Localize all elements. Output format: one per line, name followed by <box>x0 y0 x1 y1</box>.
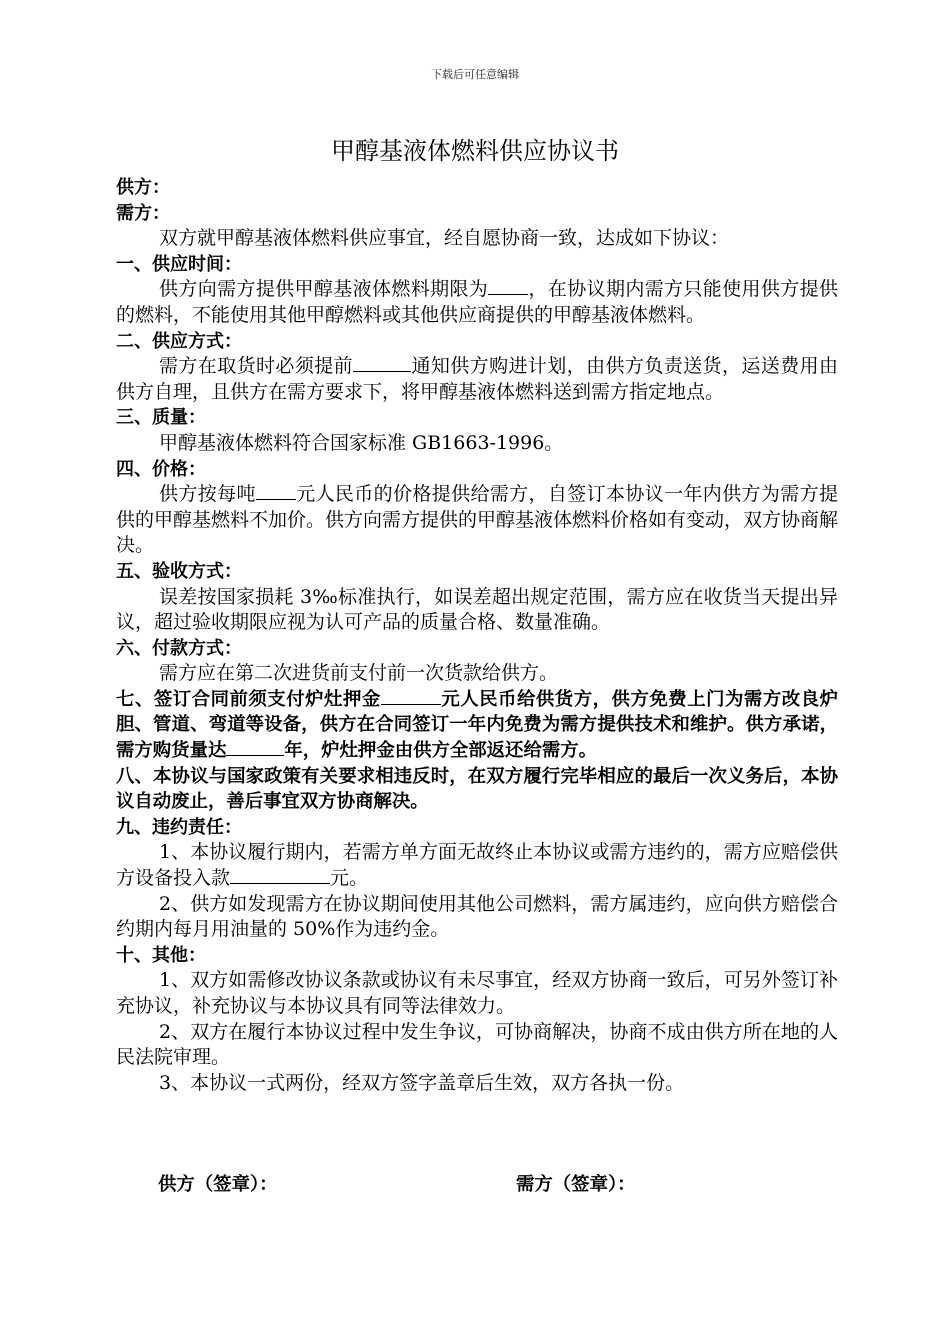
section-7-text-a: 七、签订合同前须支付炉灶押金 <box>116 688 381 710</box>
demander-signature-label: 需方（签章）： <box>516 1174 636 1195</box>
section-7-text-b: 元人民币给供货方，供方免费上门为需方改良炉胆、管道、弯道等设备，供方在合同签订一年内免费为需方提供技术和维护。供方承诺，需方购货量达 <box>116 688 838 762</box>
section-5-heading: 五、验收方式： <box>116 560 242 582</box>
section-1-text-b: ，在协议期内需方只能使用供方提供的燃料，不能使用其他甲醇燃料或其他供应商提供的甲醇基液体燃料。 <box>116 278 838 326</box>
section-4-heading: 四、价格： <box>116 458 206 480</box>
section-2-heading: 二、供应方式： <box>116 330 242 352</box>
section-4-text-a: 供方按每吨 <box>159 483 256 506</box>
agreement-body <box>116 175 838 1096</box>
supplier-party-label: 供方： <box>116 177 170 198</box>
demander-party-label: 需方： <box>116 202 170 224</box>
intro-paragraph: 双方就甲醇基液体燃料供应事宜，经自愿协商一致，达成如下协议： <box>159 227 730 250</box>
section-9-item-1-a: 1、本协议履行期内，若需方单方面无故终止本协议或需方违约的，需方应赔偿供方设备投入款 <box>116 841 838 890</box>
term-blank[interactable] <box>488 293 528 295</box>
section-6-heading: 六、付款方式： <box>116 637 242 659</box>
section-9-item-1-b: 元。 <box>330 867 369 890</box>
section-9-item-2: 2、供方如发现需方在协议期间使用其他公司燃料，需方属违约，应向供方赔偿合约期内每月用油量的 50%作为违约金。 <box>116 892 838 941</box>
section-1-text <box>116 277 838 328</box>
section-10-heading: 十、其他： <box>116 944 206 966</box>
stove-deposit-blank[interactable] <box>381 703 441 705</box>
section-7-text-c: 年，炉灶押金由供方全部返还给需方。 <box>284 740 598 762</box>
section-7-text <box>116 687 838 764</box>
price-per-ton-blank[interactable] <box>256 498 296 500</box>
purchase-years-blank[interactable] <box>226 754 284 756</box>
section-3-heading: 三、质量： <box>116 407 206 429</box>
section-6-text: 需方应在第二次进货前支付前一次货款给供方。 <box>159 662 559 685</box>
section-10-item-2: 2、双方在履行本协议过程中发生争议，可协商解决，协商不成由供方所在地的人民法院审理。 <box>116 1020 838 1069</box>
section-10-item-1: 1、双方如需修改协议条款或协议有未尽事宜，经双方协商一致后，可另外签订补充协议，补充协议与本协议具有同等法律效力。 <box>116 969 838 1017</box>
section-3-text: 甲醇基液体燃料符合国家标准 GB1663-1996。 <box>159 431 564 454</box>
advance-notice-blank[interactable] <box>353 370 411 372</box>
section-9-heading: 九、违约责任： <box>116 816 242 838</box>
section-5-text: 误差按国家损耗 3‰标准执行，如误差超出规定范围，需方应在收货当天提出异议，超过验收期限应视为认可产品的质量合格、数量准确。 <box>116 585 838 634</box>
section-1-text-a: 供方向需方提供甲醇基液体燃料期限为 <box>159 278 489 301</box>
section-4-text <box>116 482 838 559</box>
section-4-text-b: 元人民币的价格提供给需方，自签订本协议一年内供方为需方提供的甲醇基燃料不加价。供方向需方提供的甲醇基液体燃料价格如有变动，双方协商解决。 <box>116 483 839 557</box>
section-1-heading: 一、供应时间： <box>116 253 242 275</box>
equipment-compensation-blank[interactable] <box>230 882 330 884</box>
section-9-item-1 <box>116 840 838 891</box>
section-8-text: 八、本协议与国家政策有关要求相违反时，在双方履行完毕相应的最后一次义务后，本协议自动废止，善后事宜双方协商解决。 <box>116 765 838 813</box>
header-note: 下载后可任意编辑 <box>431 68 519 81</box>
section-2-text <box>116 354 838 405</box>
section-10-item-3: 3、本协议一式两份，经双方签字盖章后生效，双方各执一份。 <box>159 1071 685 1094</box>
document-title: 甲醇基液体燃料供应协议书 <box>331 137 619 165</box>
supplier-signature-label: 供方（签章）： <box>158 1174 278 1195</box>
section-2-text-b: 通知供方购进计划，由供方负责送货，运送费用由供方自理，且供方在需方要求下，将甲醇基液体燃料送到需方指定地点。 <box>116 355 838 403</box>
section-2-text-a: 需方在取货时必须提前 <box>159 355 354 378</box>
